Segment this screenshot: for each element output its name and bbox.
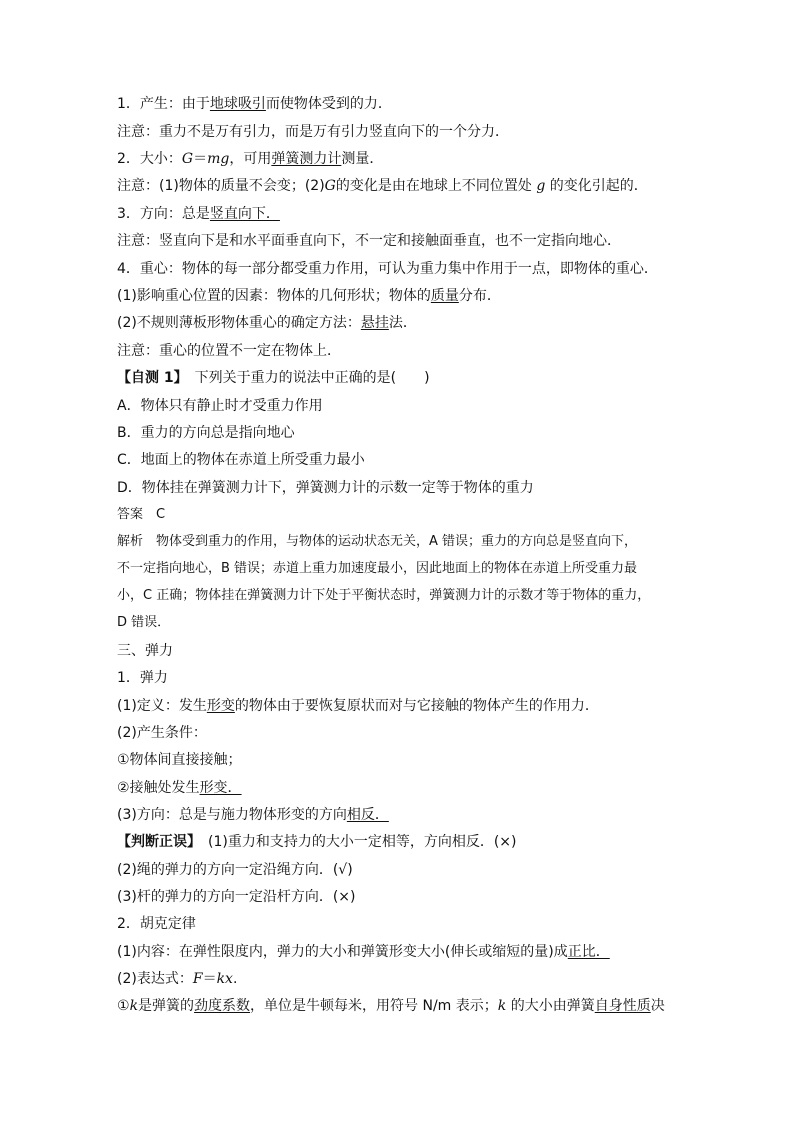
underlined-answer: 自身性质 [594,998,651,1014]
subheading-hookes-law: 2．胡克定律 [117,916,196,932]
line-elastic-direction: (3)方向：总是与施力物体形变的方向相反． [117,807,389,823]
line-cog-method: (2)不规则薄板形物体重心的确定方法：悬挂法． [117,315,417,331]
underlined-answer: 相反． [346,807,389,823]
section-heading-elastic: 三、弹力 [117,643,173,659]
line-elastic-definition: (1)定义：发生形变的物体由于要恢复原状而对与它接触的物体产生的作用力． [117,698,599,714]
self-test-tag: 【自测 1】 [117,370,181,386]
answer-line: 答案 C [117,507,166,522]
line-hooke-content: (1)内容：在弹性限度内，弹力的大小和弹簧形变大小(伸长或缩短的量)成正比． [117,944,610,960]
line-hooke-formula: (2)表达式：F＝kx. [117,971,238,987]
line-condition-1: ①物体间直接接触； [117,752,242,768]
line-stiffness: ①k是弹簧的劲度系数，单位是牛顿每米，用符号 N/m 表示；k 的大小由弹簧自身性质决 [117,998,665,1014]
option-b: B．重力的方向总是指向地心 [117,425,295,441]
analysis-line-4: D 错误． [117,615,171,630]
analysis-line-3: 小，C 正确；物体挂在弹簧测力计下处于平衡状态时，弹簧测力计的示数才等于物体的重力， [117,588,651,603]
line-condition-2: ②接触处发生形变． [117,780,242,796]
line-true-false-2: (2)绳的弹力的方向一定沿绳方向．(√) [117,862,353,878]
line-cog-factors: (1)影响重心位置的因素：物体的几何形状；物体的质量分布． [117,288,501,304]
line-gravity-origin: 1．产生：由于地球吸引而使物体受到的力． [117,96,392,112]
line-gravity-magnitude: 2．大小：G＝mg，可用弹簧测力计测量． [117,151,384,167]
option-c: C．地面上的物体在赤道上所受重力最小 [117,452,365,468]
true-false-tag: 【判断正误】 [117,834,194,850]
line-self-test-question: 【自测 1】 下列关于重力的说法中正确的是( ) [117,370,430,386]
line-note-gravity: 注意：重力不是万有引力，而是万有引力竖直向下的一个分力． [117,124,509,140]
underlined-answer: 质量 [430,288,459,304]
line-center-of-gravity: 4．重心：物体的每一部分都受重力作用，可认为重力集中作用于一点，即物体的重心． [117,261,658,277]
option-d: D．物体挂在弹簧测力计下，弹簧测力计的示数一定等于物体的重力 [117,480,534,496]
line-elastic-conditions: (2)产生条件： [117,725,207,741]
underlined-answer: 弹簧测力计 [271,151,342,167]
line-note-cog: 注意：重心的位置不一定在物体上． [117,343,341,359]
analysis-line-2: 不一定指向地心，B 错误；赤道上重力加速度最小，因此地面上的物体在赤道上所受重力最 [117,561,638,576]
line-note-direction: 注意：竖直向下是和水平面垂直向下，不一定和接触面垂直，也不一定指向地心． [117,233,621,249]
underlined-answer: 地球吸引 [209,96,266,112]
underlined-answer: 悬挂 [360,315,389,331]
line-note-mass: 注意：(1)物体的质量不会变；(2)G的变化是由在地球上不同位置处 g 的变化引起的． [117,178,648,194]
underlined-answer: 正比． [567,944,610,960]
line-gravity-direction: 3．方向：总是竖直向下． [117,206,280,222]
subheading-elastic-force: 1．弹力 [117,670,168,686]
underlined-answer: 竖直向下． [209,206,280,222]
underlined-answer: 形变 [206,698,235,714]
option-a: A．物体只有静止时才受重力作用 [117,398,323,414]
underlined-answer: 形变． [199,780,242,796]
line-true-false-1: 【判断正误】 (1)重力和支持力的大小一定相等，方向相反．(×) [117,834,517,850]
line-true-false-3: (3)杆的弹力的方向一定沿杆方向．(×) [117,889,356,905]
analysis-line-1: 解析 物体受到重力的作用，与物体的运动状态无关，A 错误；重力的方向总是竖直向下， [117,534,638,549]
underlined-answer: 劲度系数 [194,998,251,1014]
